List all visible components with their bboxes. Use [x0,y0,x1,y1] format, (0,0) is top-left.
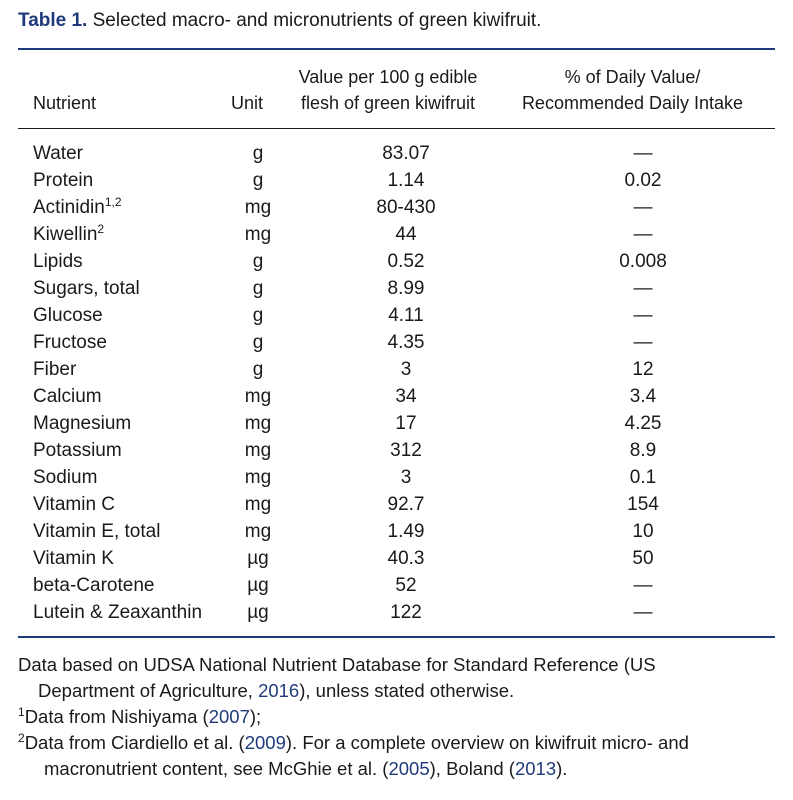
daily-value-cell [518,599,768,626]
unit-cell-text: µg [247,548,269,569]
nutrient-name [33,437,122,464]
nutrient-name-text: Glucose [33,305,103,326]
table-row [18,167,775,194]
nutrient-name-text: Water [33,143,83,164]
nutrient-name [33,275,140,302]
footnote-source-text-2: Department of Agriculture, [38,680,259,701]
unit-cell [218,437,298,464]
value-cell-text: 80-430 [376,197,436,218]
nutrient-name-text: Kiwellin [33,224,98,245]
value-cell [301,302,511,329]
value-cell-text: 83.07 [382,143,430,164]
nutrient-name-text: Calcium [33,386,102,407]
footnote-2-cont [18,756,778,782]
daily-value-cell-text: — [633,305,653,326]
value-cell [301,248,511,275]
daily-value-cell [518,572,768,599]
footnote-source-text-3: ), unless stated otherwise. [299,680,515,701]
daily-value-cell-text: — [633,278,653,299]
footnote-2-text: Data from Ciardiello et al. ( [24,732,245,753]
daily-value-cell [518,194,768,221]
footnote-2 [18,730,778,756]
value-cell-text: 34 [395,386,417,407]
value-cell-text: 312 [390,440,422,461]
daily-value-cell-text: 3.4 [629,386,657,407]
table-row [18,302,775,329]
value-cell-text: 40.3 [387,548,425,569]
top-rule [18,48,775,50]
nutrient-name [33,410,131,437]
footnote-reference: 1,2 [104,195,122,209]
unit-cell [218,302,298,329]
footnote-reference: 2 [97,222,105,236]
unit-cell-text: µg [247,602,269,623]
nutrient-name-text: beta-Carotene [33,575,155,596]
daily-value-cell-text: 154 [627,494,659,515]
unit-cell-text: mg [244,224,272,245]
citation-link-2009[interactable]: 2009 [244,732,286,753]
table-row [18,437,775,464]
nutrient-name-text: Sugars, total [33,278,140,299]
daily-value-cell-text: — [633,224,653,245]
value-cell [301,140,511,167]
daily-value-cell [518,437,768,464]
unit-cell [218,599,298,626]
daily-value-cell-text: 10 [632,521,654,542]
value-cell-text: 52 [395,575,417,596]
value-cell [301,275,511,302]
unit-cell [218,140,298,167]
nutrient-name [33,167,93,194]
unit-cell [218,356,298,383]
nutrient-name-text: Lipids [33,251,83,272]
unit-cell [218,518,298,545]
unit-cell [218,383,298,410]
daily-value-cell [518,545,768,572]
unit-cell-text: mg [244,413,272,434]
table-row [18,491,775,518]
unit-cell-text: mg [244,467,272,488]
value-cell-text: 3 [400,467,412,488]
table-row [18,464,775,491]
daily-value-cell [518,167,768,194]
nutrient-name-text: Lutein & Zeaxanthin [33,602,203,623]
unit-cell [218,167,298,194]
unit-cell [218,329,298,356]
nutrient-name [33,356,76,383]
table-row [18,248,775,275]
value-cell [301,194,511,221]
daily-value-cell [518,221,768,248]
unit-cell [218,410,298,437]
footnote-source-text: Data based on UDSA National Nutrient Database for Standard Reference (US [18,654,656,675]
table-row [18,545,775,572]
footnote-2-text-3: macronutrient content, see McGhie et al. ( [44,758,389,779]
nutrient-name-text: Vitamin C [33,494,116,515]
unit-cell [218,221,298,248]
value-cell-text: 3 [400,359,412,380]
citation-link-2016[interactable]: 2016 [258,680,300,701]
daily-value-cell-text: — [633,575,653,596]
unit-cell [218,248,298,275]
nutrient-name-text: Magnesium [33,413,132,434]
value-cell-text: 0.52 [387,251,425,272]
table-row [18,383,775,410]
table-row [18,356,775,383]
daily-value-cell [518,491,768,518]
unit-cell [218,572,298,599]
header-dv-line2: Recommended Daily Intake [521,93,744,113]
unit-cell-text: mg [244,521,272,542]
value-cell-text: 8.99 [387,278,425,299]
daily-value-cell-text: 0.1 [629,467,657,488]
daily-value-cell-text: 4.25 [624,413,662,434]
footnote-1-marker: 1 [18,705,25,719]
value-cell-text: 92.7 [387,494,425,515]
daily-value-cell-text: 12 [632,359,654,380]
value-cell [301,356,511,383]
footnote-2-marker: 2 [18,731,25,745]
nutrient-name [33,572,154,599]
unit-cell-text: mg [244,494,272,515]
table-row [18,572,775,599]
footnote-2-text-5: ). [556,758,568,779]
table-row [18,194,775,221]
value-cell-text: 1.14 [387,170,425,191]
footnote-source [18,652,778,678]
footnote-source-cont [18,678,778,704]
unit-cell [218,545,298,572]
value-cell [301,437,511,464]
value-cell [301,221,511,248]
footnotes [18,652,778,782]
unit-cell-text: g [252,143,264,164]
unit-cell-text: g [252,332,264,353]
header-dv [500,64,765,116]
nutrient-name [33,491,115,518]
nutrient-name [33,599,202,626]
nutrient-name-text: Vitamin E, total [33,521,161,542]
table-row [18,140,775,167]
value-cell-text: 1.49 [387,521,425,542]
nutrient-name [33,194,122,221]
value-cell-text: 4.35 [387,332,425,353]
value-cell [301,545,511,572]
table-row [18,410,775,437]
value-cell [301,491,511,518]
value-cell-text: 17 [395,413,417,434]
nutrient-name-text: Fructose [33,332,107,353]
bottom-rule [18,636,775,638]
daily-value-cell-text: 0.02 [624,170,662,191]
citation-link-2005[interactable]: 2005 [388,758,430,779]
nutrient-name [33,329,107,356]
unit-cell-text: g [252,170,264,191]
value-cell [301,599,511,626]
daily-value-cell [518,518,768,545]
unit-cell [218,275,298,302]
daily-value-cell [518,410,768,437]
daily-value-cell [518,383,768,410]
nutrient-name [33,302,103,329]
nutrient-table-body [18,140,775,626]
nutrient-name-text: Vitamin K [33,548,114,569]
nutrient-name [33,221,104,248]
daily-value-cell-text: — [633,143,653,164]
nutrient-name-text: Protein [33,170,94,191]
unit-cell [218,491,298,518]
header-value [283,64,493,116]
nutrient-name-text: Fiber [33,359,77,380]
daily-value-cell [518,329,768,356]
value-cell-text: 44 [395,224,417,245]
nutrient-name [33,464,97,491]
value-cell [301,383,511,410]
nutrient-name [33,518,160,545]
daily-value-cell-text: 8.9 [629,440,657,461]
nutrient-name [33,383,102,410]
unit-cell [218,464,298,491]
table-title: Selected macro- and micronutrients of green kiwifruit. [92,10,542,31]
header-rule [18,128,775,129]
table-row [18,221,775,248]
nutrient-name-text: Sodium [33,467,98,488]
value-cell [301,410,511,437]
footnote-1 [18,704,778,730]
value-cell-text: 122 [390,602,422,623]
table-row [18,518,775,545]
daily-value-cell-text: — [633,332,653,353]
nutrient-name [33,140,83,167]
value-cell [301,518,511,545]
daily-value-cell [518,248,768,275]
header-value-line1: Value per 100 g edible [298,67,478,87]
unit-cell-text: g [252,278,264,299]
footnote-1-text-2: ); [249,706,262,727]
header-value-line2: flesh of green kiwifruit [300,93,476,113]
footnote-2-text-2: ). For a complete overview on kiwifruit micro- and [285,732,689,753]
footnote-2-text-4: ), Boland ( [429,758,515,779]
unit-cell-text: µg [247,575,269,596]
header-dv-line1: % of Daily Value/ [564,67,701,87]
value-cell [301,329,511,356]
citation-link-2013[interactable]: 2013 [514,758,557,779]
table-row [18,275,775,302]
daily-value-cell-text: 0.008 [619,251,667,272]
table-row [18,599,775,626]
nutrient-name [33,248,83,275]
daily-value-cell-text: — [633,602,653,623]
table-label: Table 1. [18,10,88,31]
nutrient-name-text: Actinidin [33,197,105,218]
daily-value-cell [518,356,768,383]
unit-cell-text: mg [244,197,272,218]
unit-cell-text: mg [244,386,272,407]
daily-value-cell-text: — [633,197,653,218]
header-nutrient: Nutrient [33,93,97,113]
value-cell-text: 4.11 [388,305,424,326]
nutrient-name-text: Potassium [33,440,122,461]
table-caption [18,10,541,32]
table-row [18,329,775,356]
citation-link-2007[interactable]: 2007 [208,706,250,727]
daily-value-cell [518,302,768,329]
unit-cell-text: g [252,305,264,326]
daily-value-cell [518,464,768,491]
value-cell [301,464,511,491]
unit-cell-text: g [252,359,264,380]
unit-cell [218,194,298,221]
value-cell [301,572,511,599]
daily-value-cell-text: 50 [632,548,654,569]
header-unit: Unit [231,93,264,113]
nutrient-name [33,545,114,572]
unit-cell-text: g [252,251,264,272]
daily-value-cell [518,275,768,302]
unit-cell-text: mg [244,440,272,461]
daily-value-cell [518,140,768,167]
value-cell [301,167,511,194]
footnote-1-text: Data from Nishiyama ( [24,706,209,727]
